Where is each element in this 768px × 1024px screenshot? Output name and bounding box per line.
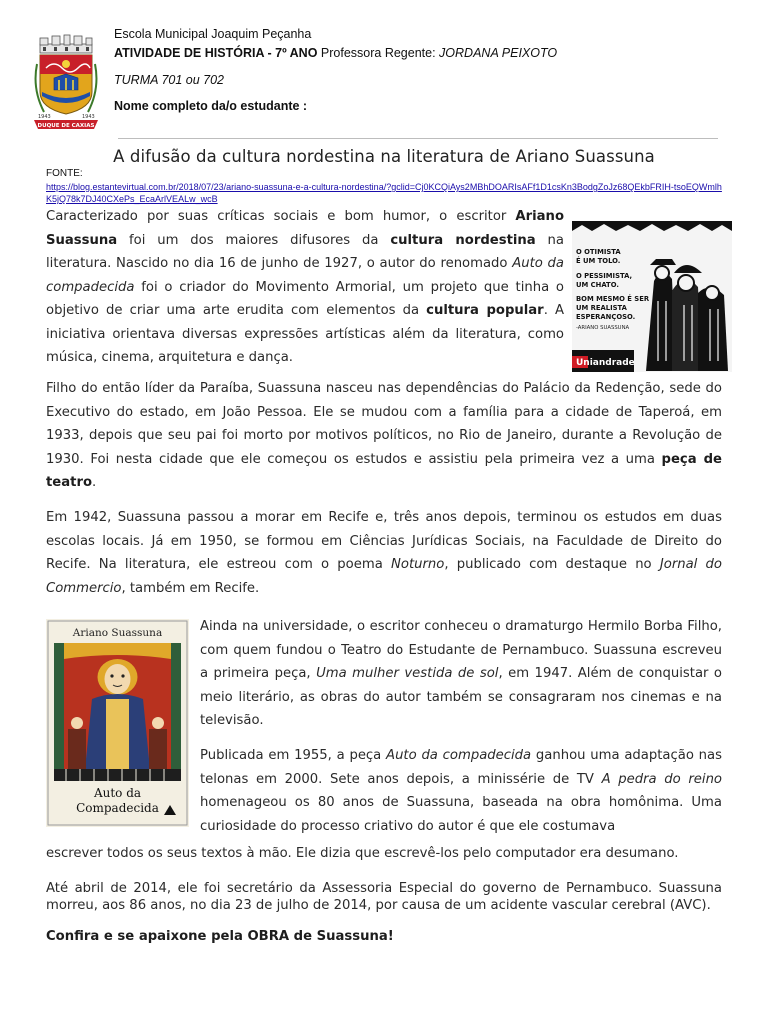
p4-italic-1: Uma mulher vestida de sol: [316, 666, 499, 681]
paragraph-adaptations: [200, 744, 722, 838]
quote-line-6: UM REALISTA: [576, 304, 627, 312]
crest-banner: DUQUE DE CAXIAS: [37, 123, 95, 129]
class-line: [114, 73, 224, 87]
teacher-name: JORDANA PEIXOTO: [439, 46, 558, 60]
p4-text-1: Ainda na universidade, o escritor conheceu o dramaturgo Hermilo Borba Filho, com quem fundou o Teatro do Estudante de Pernambuco. Suassuna escreveu a primeira peça,: [200, 619, 722, 681]
p1-text-3: na literatura. Nascido no dia 16 de junho de 1927, o autor do renomado: [46, 232, 564, 271]
crest-year-left: 1943: [38, 114, 51, 120]
p2-bold-1: peça de teatro: [46, 451, 722, 490]
quote-line-3: O PESSIMISTA,: [576, 272, 633, 280]
p5-italic-1: Auto da compadecida: [386, 748, 532, 763]
source-link[interactable]: https://blog.estantevirtual.com.br/2018/07/23/ariano-suassuna-e-a-cultura-nordestina/?gclid=Cj0KCQiAys2MBhDOARIsAFf1D1csKn3BodgZoJz68QEkbFRIH-tsoEQWmlhK5jQ78k7DJ40CXePs_EcaArlVEALw_wcB: [46, 182, 722, 204]
p1-bold-1: Ariano Suassuna: [46, 209, 564, 248]
teacher-label: Professora Regente:: [320, 46, 436, 60]
crest-year-right: 1943: [82, 114, 95, 120]
p3-text-3: , também em Recife.: [121, 580, 260, 596]
school-name: Escola Municipal Joaquim Peçanha: [114, 27, 312, 41]
quote-line-7: ESPERANÇOSO.: [576, 313, 636, 321]
p3-text-2: , publicado com destaque no: [444, 557, 660, 572]
p5-italic-2: A pedra do reino: [601, 771, 722, 787]
student-name-label: Nome completo da/o estudante :: [114, 99, 308, 113]
p3-text-1: Em 1942, Suassuna passou a morar em Recife e, três anos depois, terminou os estudos em duas escolas locais. Já em 1950, se formou em Ciências Jurídicas Sociais, na Faculdade de Direito do Recife. Na literatura, ele estreou com o poema: [46, 510, 722, 572]
class-text: TURMA 701 ou 702: [114, 73, 225, 87]
paragraph-adaptations-continued: escrever todos os seus textos à mão. Ele dizia que escrevê-los pelo computador era desumano.: [46, 846, 679, 861]
p5-text-1: Publicada em 1955, a peça: [200, 748, 387, 763]
p2-text-2: .: [92, 475, 97, 490]
paragraph-childhood: [46, 377, 722, 495]
p1-text-5: . A iniciativa orientava diversas expressões artísticas além da literatura, como música, cinema, arquitetura e dança.: [46, 303, 564, 365]
source-label: FONTE:: [46, 168, 83, 179]
p2-text-1: Filho do então líder da Paraíba, Suassuna nasceu nas dependências do Palácio da Redenção, sede do Executivo do estado, em João Pessoa. Ele se mudou com a família para a cidade de Taperoá, em 1933, depois que seu pai foi morto por motivos políticos, no Rio de Janeiro, durante a Revolução de 1930. Foi nesta cidade que ele começou os estudos e assistiu pela primeira vez a uma: [46, 381, 722, 467]
activity-title: ATIVIDADE DE HISTÓRIA - 7º ANO: [114, 46, 318, 60]
paragraph-death: Até abril de 2014, ele foi secretário da Assessoria Especial do governo de Pernambuco. Suassuna morreu, aos 86 anos, no dia 23 de julho de 2014, por causa de um acidente vascular cerebral (AVC).: [46, 881, 722, 913]
p5-text-3: homenageou os 80 anos de Suassuna, baseada na obra homônima. Uma curiosidade do processo criativo do autor é que ele costumava: [200, 795, 722, 834]
quote-line-5: BOM MESMO É SER: [576, 295, 650, 303]
auto-da-compadecida-book-cover: [46, 619, 189, 827]
book-author: Ariano Suassuna: [72, 627, 163, 639]
p3-italic-1: Noturno: [391, 557, 445, 572]
p1-text-4: foi o criador do Movimento Armorial, um projeto que tinha o objetivo de criar uma arte erudita com elementos da: [46, 279, 564, 318]
p1-text-2: foi um dos maiores difusores da: [117, 232, 391, 248]
paragraph-university: [200, 615, 722, 733]
duque-de-caxias-crest: [32, 34, 100, 130]
p1-bold-2: cultura nordestina: [390, 232, 536, 248]
p1-text-1: Caracterizado por suas críticas sociais e bom humor, o escritor: [46, 209, 516, 224]
book-title-line-1: Auto da: [93, 786, 142, 800]
p4-text-2: , em 1947. Além de conquistar o meio literário, as obras do autor também se consagraram nos cinemas e na televisão.: [200, 666, 722, 728]
activity-line: [114, 46, 557, 60]
quote-author: -ARIANO SUASSUNA: [576, 325, 630, 331]
header-divider: [118, 138, 718, 139]
paragraph-recife: [46, 506, 722, 600]
quote-line-1: O OTIMISTA: [576, 248, 621, 256]
quote-line-2: É UM TOLO.: [576, 257, 621, 265]
closing-call-to-action: Confira e se apaixone pela OBRA de Suassuna!: [46, 929, 394, 944]
quote-line-4: UM CHATO.: [576, 281, 619, 289]
p5-text-2: ganhou uma adaptação nas telonas em 2000. Sete anos depois, a minissérie de TV: [200, 748, 722, 787]
p3-italic-2: Jornal do Commercio: [46, 557, 722, 596]
suassuna-quote-image: [572, 221, 732, 372]
quote-brand: Uniandrade: [576, 358, 635, 368]
p1-italic-1: Auto da compadecida: [46, 256, 564, 295]
book-title-line-2: Compadecida: [76, 801, 159, 815]
paragraph-intro: [46, 205, 564, 370]
document-title: A difusão da cultura nordestina na literatura de Ariano Suassuna: [113, 147, 655, 166]
p1-bold-3: cultura popular: [426, 303, 544, 318]
student-name-line: [114, 99, 307, 113]
